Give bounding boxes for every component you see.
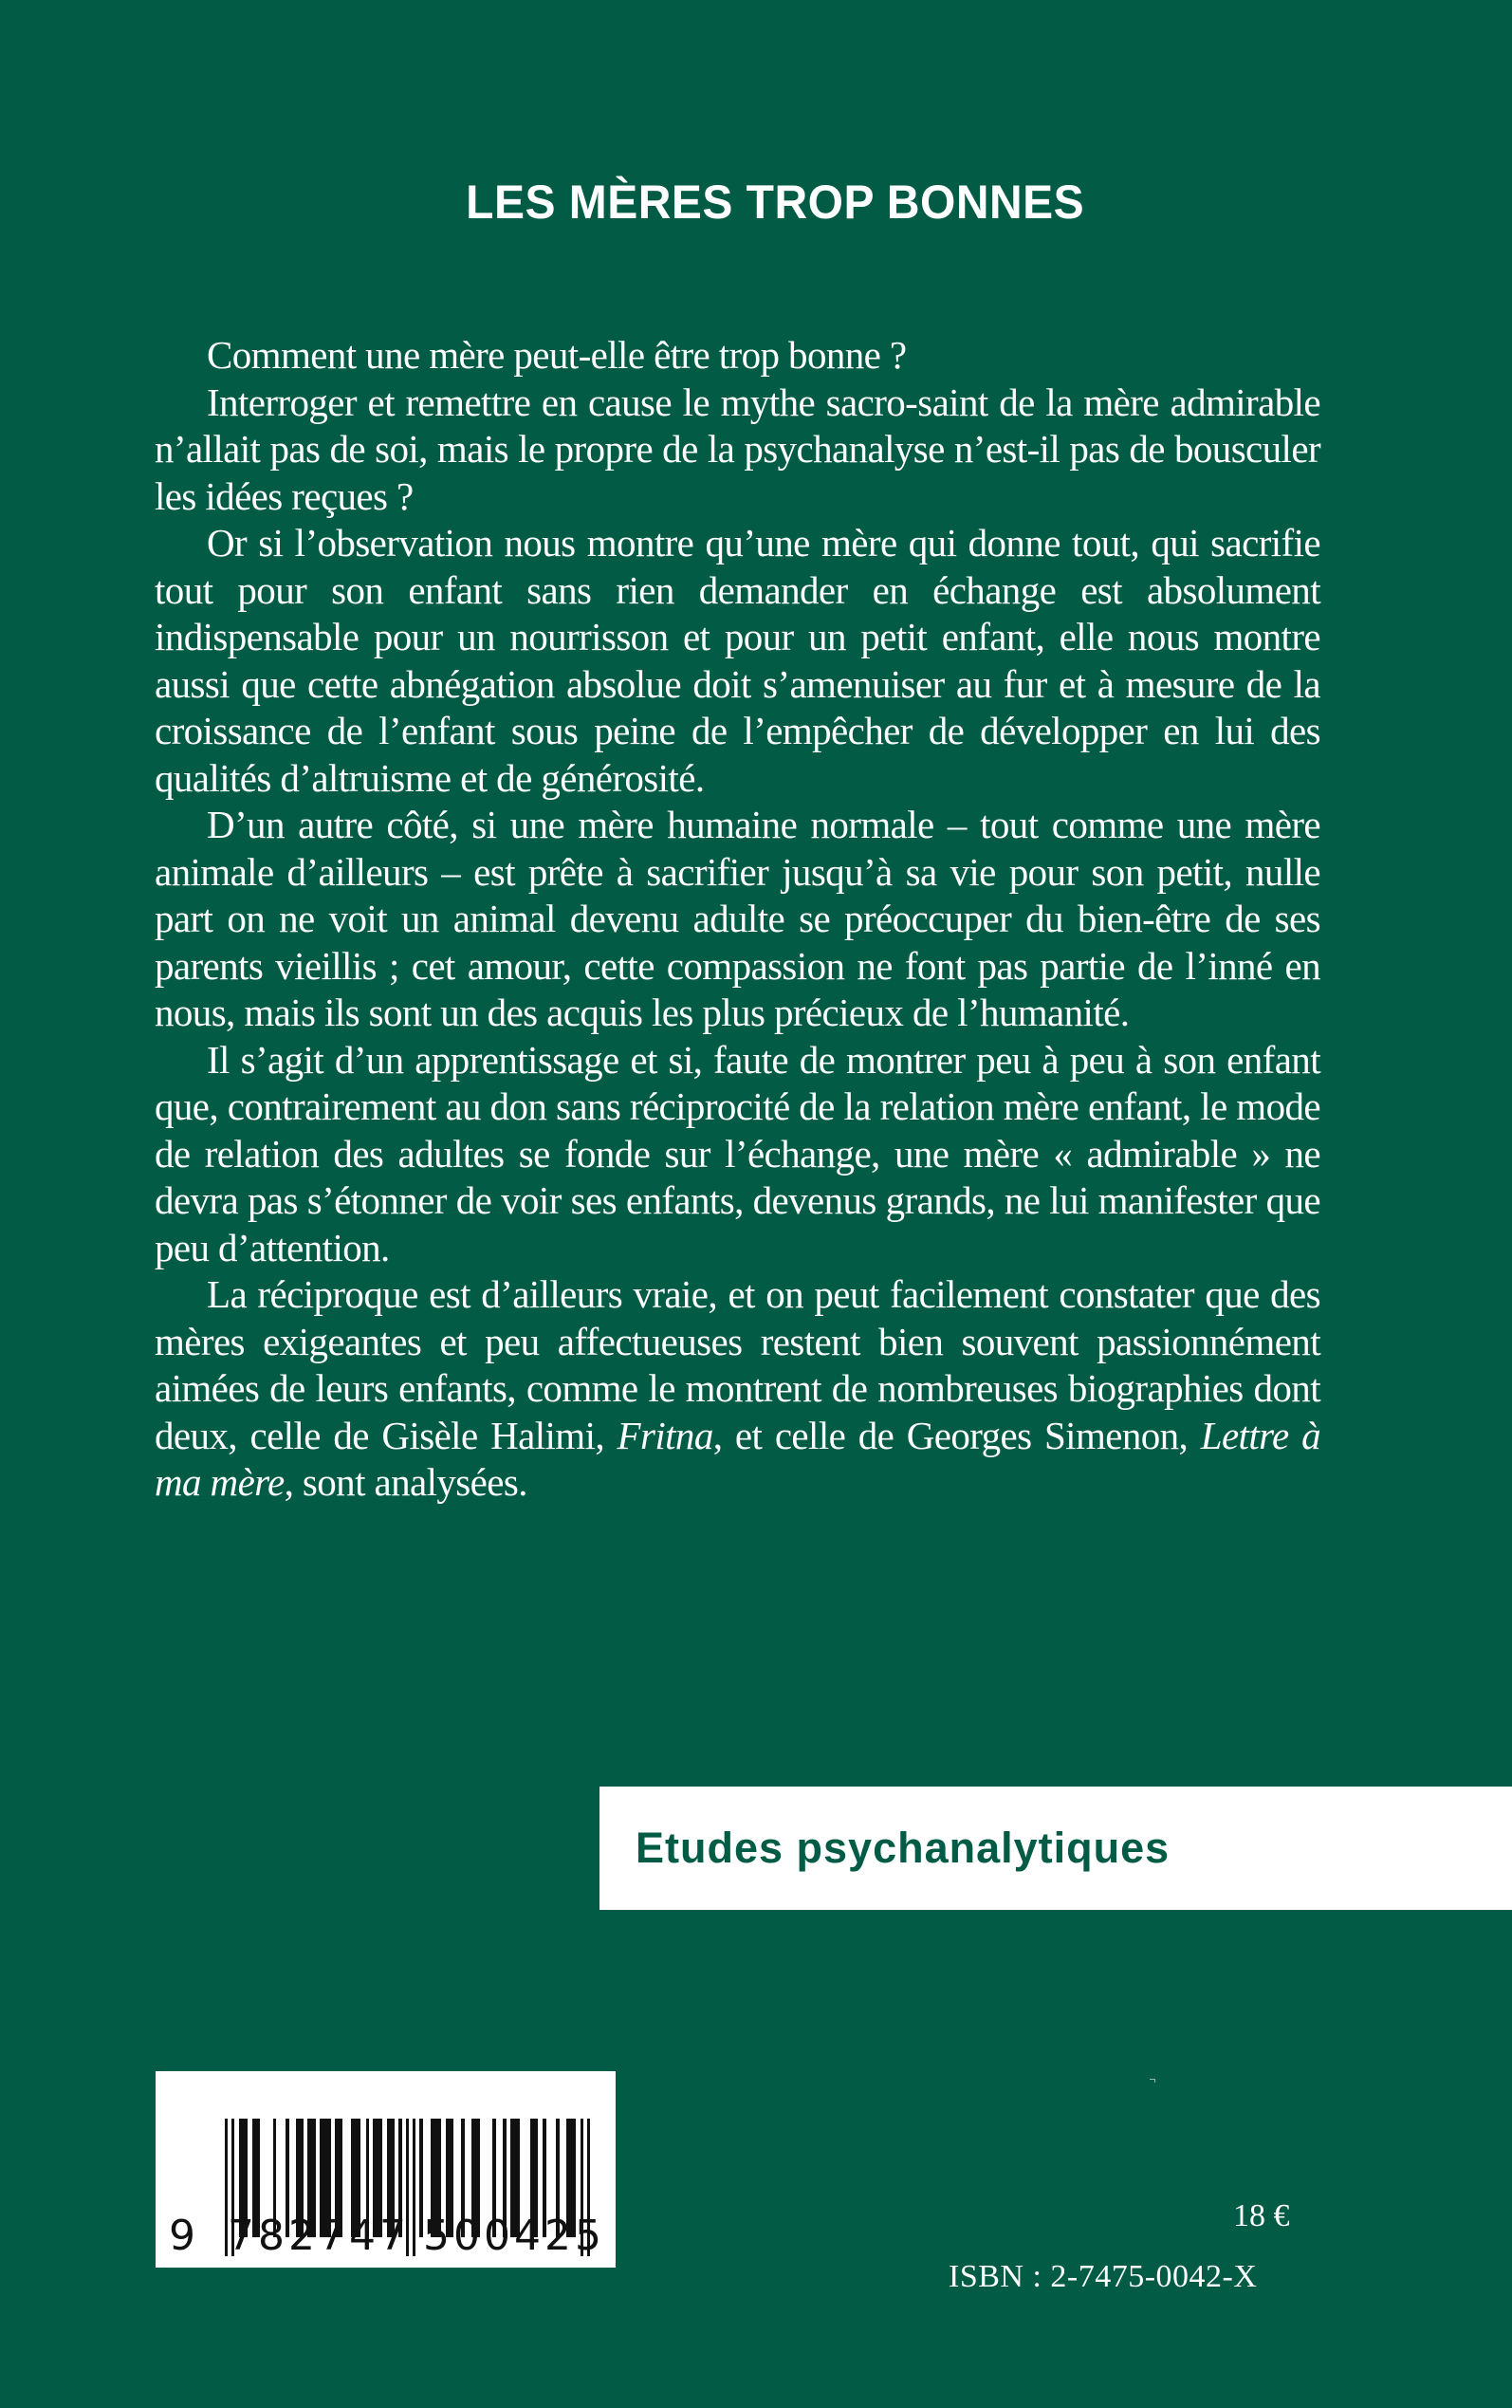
barcode [156,2071,616,2268]
blurb-paragraph: Interroger et remettre en cause le mythe sacro-saint de la mère admirable n’allait pas de soi, mais le propre de la psychanalyse n’est-il pas de bousculer les idées reçues ? [155,380,1320,518]
blurb-paragraph-last [155,1271,1320,1507]
blurb-paragraph: Or si l’observation nous montre qu’une mère qui donne tout, qui sacrifie tout pour son enfant sans rien demander en échange est absolument indispensable pour un nourrisson et pour un petit enfant, elle nous montre aussi que cette abnégation absolue doit s’amenuiser au fur et à mesure de la croissance de l’enfant sous peine de l’empêcher de développer en lui des qualités d’altruisme et de générosité. [155,521,1320,800]
book-reference-fritna: Fritna [617,1413,713,1457]
barcode-left-digits: 782747 [228,2212,410,2260]
print-speck [1150,2079,1155,2083]
barcode-right-digits: 500425 [423,2212,605,2260]
book-reference-lettre: Lettre à ma mère [155,1413,1320,1504]
back-cover-blurb [155,332,1320,1507]
blurb-text: La réciproque est d’ailleurs vraie, et on peut facilement constater que des mères exigeantes et peu affectueuses restent bien souvent passionnément aimées de leurs enfants, comme le montrent de nombreuses biographies dont deux, celle de Gisèle Halimi, [155,1272,1320,1457]
blurb-text: , et celle de Georges Simenon, [712,1413,1201,1457]
barcode-first-digit: 9 [169,2212,197,2260]
price: 18 € [1233,2198,1290,2233]
book-title: LES MÈRES TROP BONNES [466,176,1085,229]
series-label: Etudes psychanalytiques [636,1824,1171,1872]
isbn: ISBN : 2-7475-0042-X [949,2259,1258,2294]
blurb-text: , sont analysées. [284,1460,527,1504]
blurb-paragraph: D’un autre côté, si une mère humaine normale – tout comme une mère animale d’ailleurs – est prête à sacrifier jusqu’à sa vie pour son petit, nulle part on ne voit un animal devenu adulte se préoccuper du bien-être de ses parents vieillis ; cet amour, cette compassion ne font pas partie de l’inné en nous, mais ils sont un des acquis les plus précieux de l’humanité. [155,803,1320,1034]
blurb-paragraph: Il s’agit d’un apprentissage et si, faute de montrer peu à peu à son enfant que, contrairement au don sans réciprocité de la relation mère enfant, le mode de relation des adultes se fonde sur l’échange, une mère « admirable » ne devra pas s’étonner de voir ses enfants, devenus grands, ne lui manifester que peu d’attention. [155,1037,1320,1269]
series-banner [599,1787,1512,1910]
blurb-paragraph: Comment une mère peut-elle être trop bonne ? [207,333,907,377]
